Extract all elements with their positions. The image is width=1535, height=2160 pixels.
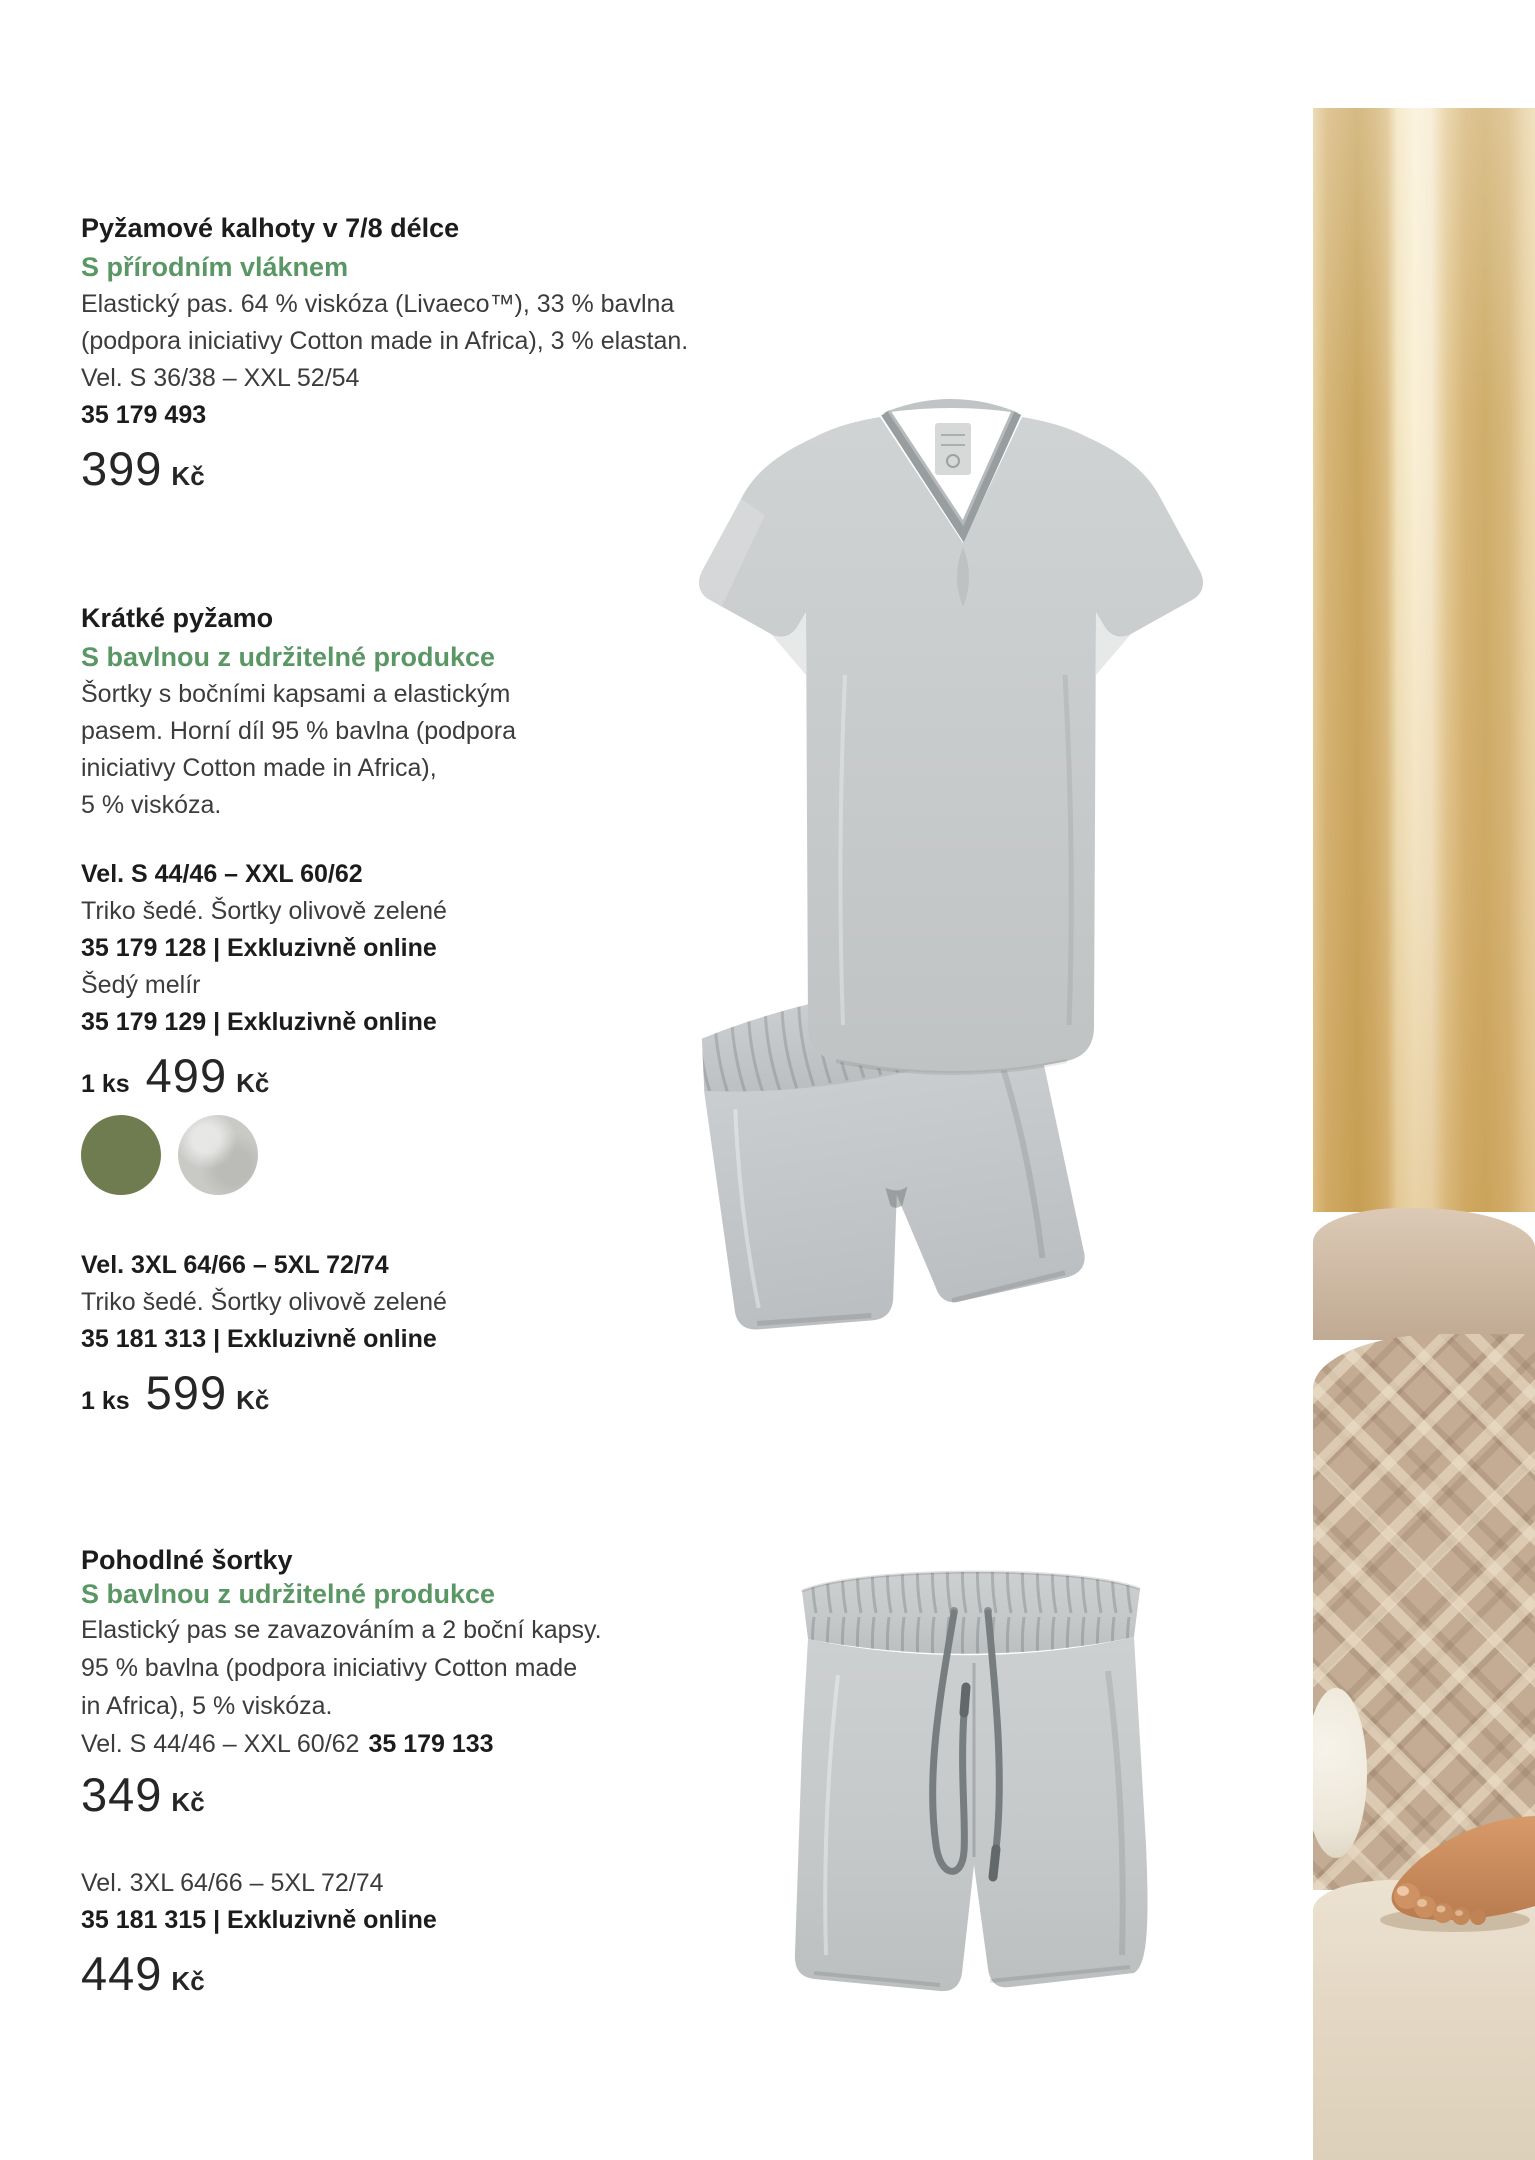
pajama-set-photo — [645, 375, 1270, 1360]
price-value: 349 — [81, 1768, 163, 1821]
product-desc-line: in Africa), 5 % viskóza. — [81, 1692, 333, 1720]
product-desc-line: iniciativy Cotton made in Africa), — [81, 754, 437, 782]
article-number: 35 181 313 | Exkluzivně online — [81, 1325, 437, 1353]
product-desc-line: Elastický pas. 64 % viskóza (Livaeco™), 33 % bavlna — [81, 290, 675, 318]
variant-color-note: Triko šedé. Šortky olivově zelené — [81, 897, 447, 925]
color-swatches — [81, 1115, 641, 1195]
product-desc-line: 5 % viskóza. — [81, 791, 222, 819]
product-title: Pyžamové kalhoty v 7/8 délce — [81, 213, 460, 243]
product-title: Krátké pyžamo — [81, 603, 274, 633]
article-number: 35 179 493 — [81, 401, 207, 429]
curtain-image — [1313, 108, 1535, 1212]
tshirt-graphic — [699, 399, 1203, 1073]
product-block-pajama-pants — [81, 208, 689, 495]
price-value: 599 — [145, 1366, 228, 1419]
variant-color-note: Šedý melír — [81, 971, 201, 999]
product-desc-line: (podpora iniciativy Cotton made in Africa), 3 % elastan. — [81, 327, 689, 355]
price-value: 449 — [81, 1947, 163, 2000]
foot-image — [1355, 1808, 1535, 1934]
comfort-shorts-graphic — [778, 1545, 1168, 2020]
price-currency: Kč — [236, 1385, 270, 1415]
color-swatch-olive — [81, 1115, 161, 1195]
product-size-range: Vel. S 36/38 – XXL 52/54 — [81, 364, 360, 392]
product-desc-line: 95 % bavlna (podpora iniciativy Cotton made — [81, 1654, 578, 1682]
product-title: Pohodlné šortky — [81, 1545, 293, 1575]
article-number: 35 179 129 | Exkluzivně online — [81, 1008, 437, 1036]
size-and-article-line — [81, 1725, 641, 1763]
quantity-label: 1 ks — [81, 1070, 130, 1098]
article-number: 35 179 128 | Exkluzivně online — [81, 934, 437, 962]
product-desc-line: Šortky s bočními kapsami a elastickým — [81, 680, 511, 708]
price — [81, 1769, 641, 1821]
price-currency: Kč — [236, 1068, 270, 1098]
price-value: 399 — [81, 442, 163, 495]
price-currency: Kč — [171, 1787, 205, 1817]
price-currency: Kč — [171, 461, 205, 491]
product-block-short-pajama — [81, 598, 641, 1419]
lifestyle-photo-strip — [1313, 108, 1535, 2160]
price — [81, 1367, 641, 1419]
comfort-shorts-photo — [778, 1545, 1168, 2020]
product-highlight: S přírodním vláknem — [81, 252, 349, 282]
price — [81, 1948, 641, 2000]
variant-size-range: Vel. 3XL 64/66 – 5XL 72/74 — [81, 1251, 389, 1279]
product-desc-line: Elastický pas se zavazováním a 2 boční kapsy. — [81, 1616, 602, 1644]
article-number: 35 179 133 — [368, 1730, 494, 1758]
back-collar — [883, 399, 1019, 413]
product-desc-line: pasem. Horní díl 95 % bavlna (podpora — [81, 717, 516, 745]
article-number: 35 181 315 | Exkluzivně online — [81, 1906, 437, 1934]
shorts-body — [795, 1637, 1148, 1991]
variant-size-range: Vel. 3XL 64/66 – 5XL 72/74 — [81, 1869, 384, 1897]
variant-color-note: Triko šedé. Šortky olivově zelené — [81, 1288, 447, 1316]
price — [81, 1050, 641, 1102]
sofa-back-cushion — [1313, 1208, 1535, 1340]
variant-size-range: Vel. S 44/46 – XXL 60/62 — [81, 1730, 360, 1758]
price — [81, 443, 641, 495]
price-currency: Kč — [171, 1966, 205, 1996]
product-block-comfort-shorts — [81, 1543, 641, 2000]
pajama-set-graphic — [645, 375, 1270, 1360]
product-highlight: S bavlnou z udržitelné produkce — [81, 1579, 496, 1609]
price-value: 499 — [145, 1049, 228, 1102]
variant-size-range: Vel. S 44/46 – XXL 60/62 — [81, 860, 363, 888]
product-highlight: S bavlnou z udržitelné produkce — [81, 642, 496, 672]
quantity-label: 1 ks — [81, 1387, 130, 1415]
color-swatch-grey-melange — [178, 1115, 258, 1195]
